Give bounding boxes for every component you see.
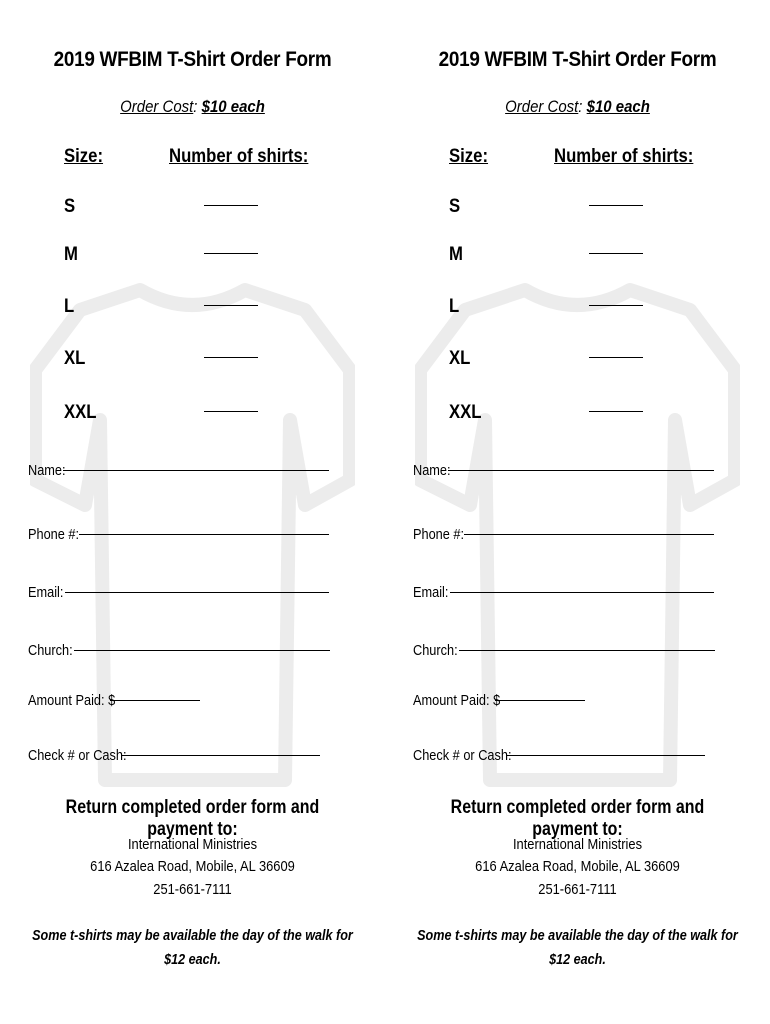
order-form-right — [385, 0, 770, 1024]
size-m-label: M — [64, 244, 78, 265]
size-xxl-label: XXL — [449, 402, 482, 423]
size-s-qty-field[interactable] — [589, 204, 643, 206]
amount-paid-field[interactable] — [495, 699, 585, 701]
address-street: 616 Azalea Road, Mobile, AL 36609 — [475, 858, 680, 875]
phone-label: Phone #: — [413, 526, 465, 543]
note-line-1: Some t-shirts may be available the day of the walk for — [417, 927, 738, 944]
amount-paid-label: Amount Paid: $ — [28, 692, 116, 709]
size-l-qty-field[interactable] — [204, 304, 258, 306]
note-line-2: $12 each. — [164, 951, 221, 968]
email-field[interactable] — [450, 591, 714, 593]
size-m-qty-field[interactable] — [589, 252, 643, 254]
address-org: International Ministries — [127, 836, 258, 853]
phone-label: Phone #: — [28, 526, 80, 543]
size-xl-qty-field[interactable] — [589, 356, 643, 358]
phone-field[interactable] — [79, 533, 329, 535]
church-field[interactable] — [459, 649, 715, 651]
form-title: 2019 WFBIM T-Shirt Order Form — [53, 48, 332, 71]
size-m-label: M — [449, 244, 463, 265]
email-label: Email: — [28, 584, 64, 601]
name-field[interactable] — [63, 469, 329, 471]
order-cost — [23, 97, 362, 117]
size-s-label: S — [64, 196, 76, 217]
church-label: Church: — [413, 642, 458, 659]
size-header: Size: — [64, 146, 104, 167]
number-header: Number of shirts: — [169, 146, 309, 167]
order-cost-sep: : — [578, 97, 583, 116]
order-cost — [408, 97, 747, 117]
phone-field[interactable] — [464, 533, 714, 535]
size-l-qty-field[interactable] — [589, 304, 643, 306]
address-street: 616 Azalea Road, Mobile, AL 36609 — [90, 858, 295, 875]
check-cash-field[interactable] — [507, 754, 705, 756]
size-xl-qty-field[interactable] — [204, 356, 258, 358]
order-cost-value: $10 each — [201, 97, 265, 116]
address-phone: 251-661-7111 — [153, 881, 232, 898]
size-s-label: S — [449, 196, 461, 217]
size-xxl-qty-field[interactable] — [589, 410, 643, 412]
name-field[interactable] — [448, 469, 714, 471]
order-cost-value: $10 each — [586, 97, 650, 116]
number-header: Number of shirts: — [554, 146, 694, 167]
note-line-1: Some t-shirts may be available the day of the walk for — [32, 927, 353, 944]
name-label: Name: — [413, 462, 451, 479]
order-cost-label: Order Cost — [505, 97, 579, 116]
name-label: Name: — [28, 462, 66, 479]
amount-paid-label: Amount Paid: $ — [413, 692, 501, 709]
order-cost-label: Order Cost — [120, 97, 194, 116]
address-phone: 251-661-7111 — [538, 881, 617, 898]
size-m-qty-field[interactable] — [204, 252, 258, 254]
address-org: International Ministries — [512, 836, 643, 853]
check-cash-field[interactable] — [122, 754, 320, 756]
size-s-qty-field[interactable] — [204, 204, 258, 206]
check-cash-label: Check # or Cash: — [28, 747, 127, 764]
size-xxl-label: XXL — [64, 402, 97, 423]
order-cost-sep: : — [193, 97, 198, 116]
size-xxl-qty-field[interactable] — [204, 410, 258, 412]
church-label: Church: — [28, 642, 73, 659]
size-xl-label: XL — [449, 348, 471, 369]
return-heading: Return completed order form and payment to: — [65, 797, 320, 840]
form-title: 2019 WFBIM T-Shirt Order Form — [438, 48, 717, 71]
check-cash-label: Check # or Cash: — [413, 747, 512, 764]
note-line-2: $12 each. — [549, 951, 606, 968]
size-l-label: L — [64, 296, 75, 317]
size-xl-label: XL — [64, 348, 86, 369]
email-label: Email: — [413, 584, 449, 601]
return-heading: Return completed order form and payment to: — [450, 797, 705, 840]
church-field[interactable] — [74, 649, 330, 651]
size-l-label: L — [449, 296, 460, 317]
amount-paid-field[interactable] — [110, 699, 200, 701]
size-header: Size: — [449, 146, 489, 167]
email-field[interactable] — [65, 591, 329, 593]
